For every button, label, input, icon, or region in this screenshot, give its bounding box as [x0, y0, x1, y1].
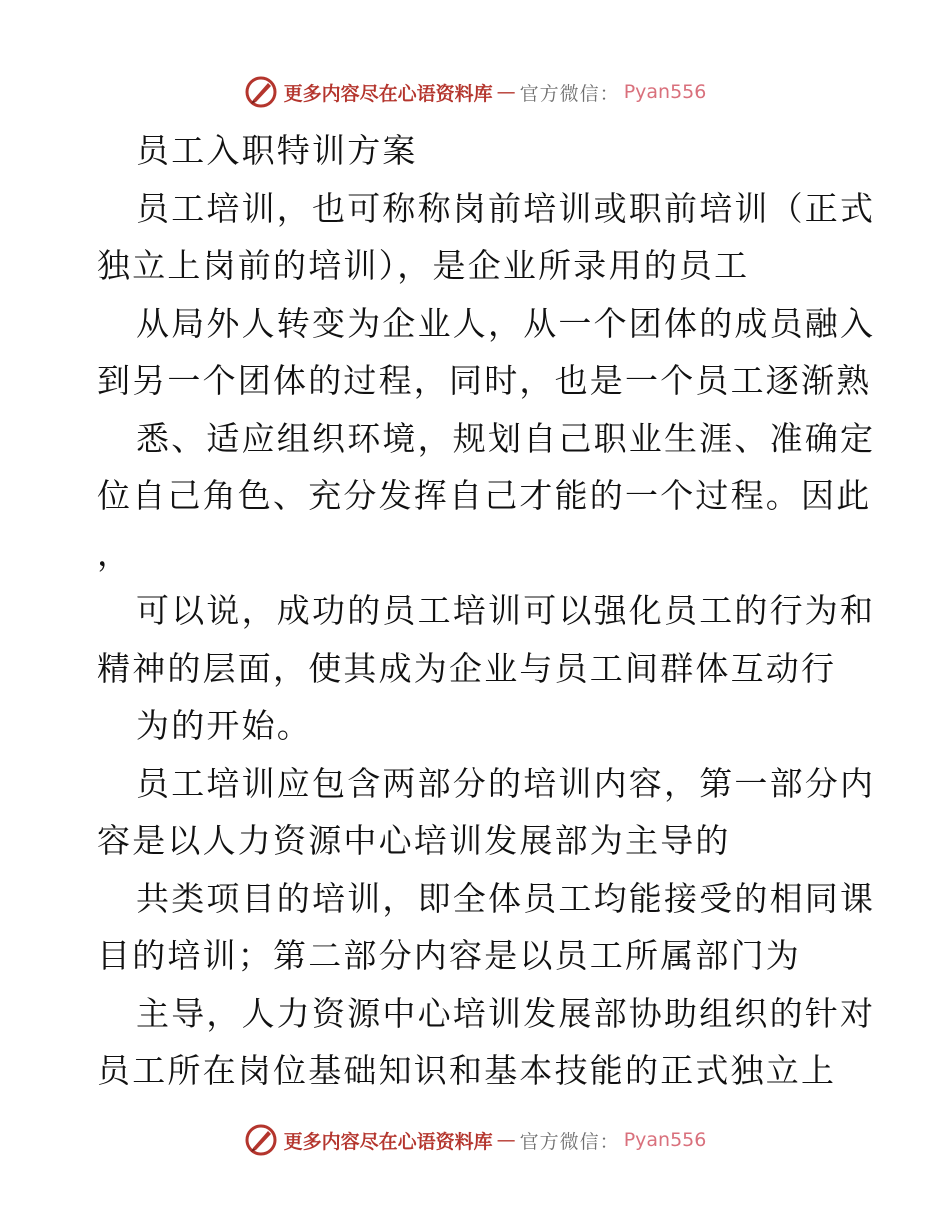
- text-line: 从局外人转变为企业人，从一个团体的成员融入: [136, 303, 876, 343]
- quill-logo-icon: [244, 1123, 278, 1157]
- watermark-label: 官方微信：: [519, 1130, 620, 1153]
- watermark-account: Pyan556: [623, 1129, 707, 1151]
- text-line: 目的培训；第二部分内容是以员工所属部门为: [97, 936, 801, 975]
- text-line: 精神的层面，使其成为企业与员工间群体互动行: [97, 648, 837, 688]
- text-line: 员工所在岗位基础知识和基本技能的正式独立上: [97, 1051, 837, 1090]
- watermark-brand: 更多内容尽在心语资料库: [283, 1130, 493, 1153]
- watermark-header: [0, 72, 950, 112]
- text-line: 员工培训应包含两部分的培训内容，第一部分内: [136, 763, 876, 803]
- text-line: 独立上岗前的培训），是企业所录用的员工: [97, 246, 750, 285]
- text-line: 悉、适应组织环境，规划自己职业生涯、准确定: [136, 418, 876, 458]
- watermark-label: 官方微信：: [519, 82, 620, 105]
- document-title: 员工入职特训方案: [136, 131, 418, 170]
- watermark-brand: 更多内容尽在心语资料库: [283, 82, 493, 105]
- text-line: 位自己角色、充分发挥自己才能的一个过程。因此: [97, 476, 872, 515]
- text-line: 主导，人力资源中心培训发展部协助组织的针对: [136, 993, 876, 1033]
- quill-logo-icon: [244, 75, 278, 109]
- text-line: 为的开始。: [136, 706, 312, 745]
- text-line: 到另一个团体的过程，同时，也是一个员工逐渐熟: [97, 361, 872, 400]
- watermark-footer: [0, 1120, 950, 1160]
- watermark-dash: —: [496, 1129, 516, 1151]
- text-line: 可以说，成功的员工培训可以强化员工的行为和: [136, 591, 876, 630]
- text-line: ，: [97, 533, 133, 573]
- text-line: 共类项目的培训，即全体员工均能接受的相同课: [136, 878, 876, 918]
- text-line: 容是以人力资源中心培训发展部为主导的: [97, 821, 731, 860]
- text-line: 员工培训，也可称称岗前培训或职前培训（正式: [136, 188, 876, 228]
- watermark-account: Pyan556: [623, 81, 707, 103]
- document-body: [97, 122, 876, 1100]
- watermark-dash: —: [496, 81, 516, 103]
